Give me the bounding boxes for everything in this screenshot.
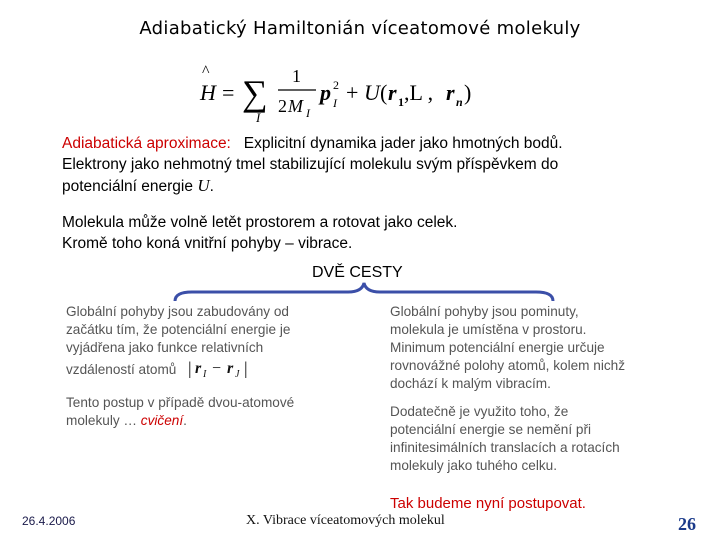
right-line-1: Globální pohyby jsou pominuty, bbox=[390, 304, 579, 319]
hamiltonian-formula-svg bbox=[196, 62, 486, 124]
formula-p: p bbox=[320, 80, 331, 105]
curly-brace-svg bbox=[172, 280, 556, 304]
left-line-6 bbox=[66, 412, 356, 430]
left-block-1 bbox=[66, 303, 356, 384]
right-line-7: potenciální energie se nemění při bbox=[390, 422, 592, 437]
formula-p-sub: I bbox=[333, 96, 337, 110]
formula-close-paren: ) bbox=[464, 80, 472, 105]
left-block-2 bbox=[66, 394, 356, 430]
page-number: 26 bbox=[678, 514, 696, 534]
formula-denominator-sub: I bbox=[306, 106, 310, 120]
formula-rn: r bbox=[446, 80, 455, 105]
relative-distance-svg bbox=[186, 357, 254, 379]
curly-brace-path bbox=[175, 283, 553, 301]
left-line-4-text: vzdáleností atomů bbox=[66, 362, 177, 378]
two-ways-heading: DVĚ CESTY bbox=[312, 264, 403, 281]
relative-distance-expression bbox=[186, 357, 254, 384]
formula-r1-sub: 1 bbox=[398, 95, 404, 109]
hamiltonian-formula bbox=[196, 62, 486, 124]
abs-r-right: r bbox=[227, 360, 234, 377]
slide-title: Adiabatický Hamiltonián víceatomové molekuly bbox=[139, 18, 581, 39]
left-gap bbox=[66, 384, 356, 394]
motion-paragraph bbox=[62, 212, 682, 254]
formula-r1: r bbox=[388, 80, 397, 105]
formula-U: U bbox=[364, 80, 380, 105]
abs-r-left: r bbox=[195, 360, 202, 377]
formula-equals: = bbox=[222, 80, 235, 105]
footer-title: X. Vibrace víceatomových molekul bbox=[246, 513, 445, 528]
right-line-5: dochází k malým vibracím. bbox=[390, 376, 551, 391]
formula-sum: ∑ bbox=[242, 73, 268, 113]
abs-bar-right: | bbox=[244, 358, 248, 378]
formula-comma-L: ,L , bbox=[404, 80, 434, 105]
para1-line3-start: potenciální energie bbox=[62, 178, 193, 195]
footer-date: 26.4.2006 bbox=[22, 514, 76, 528]
abs-sub-right: J bbox=[235, 369, 240, 379]
right-approach-column bbox=[390, 303, 690, 475]
para2-line1: Molekula může volně letět prostorem a rotovat jako celek. bbox=[62, 214, 458, 231]
para2-line2: Kromě toho koná vnitřní pohyby – vibrace. bbox=[62, 235, 353, 252]
para1-lead: Adiabatická aproximace: bbox=[62, 135, 231, 152]
exercise-label: cvičení bbox=[140, 413, 184, 428]
formula-hat: ^ bbox=[202, 63, 210, 80]
formula-plus: + bbox=[346, 80, 359, 105]
right-line-9: molekuly jako tuhého celku. bbox=[390, 458, 557, 473]
formula-numerator: 1 bbox=[292, 66, 301, 86]
left-line-2: začátku tím, že potenciální energie je bbox=[66, 322, 291, 337]
left-line-5: Tento postup v případě dvou-atomové bbox=[66, 395, 295, 410]
left-line-4 bbox=[66, 357, 356, 384]
formula-p-sup: 2 bbox=[333, 78, 339, 92]
para1-line2: Elektrony jako nehmotný tmel stabilizující molekulu svým příspěvkem do bbox=[62, 156, 559, 173]
formula-rn-sub: n bbox=[456, 95, 463, 109]
formula-open-paren: ( bbox=[380, 80, 388, 105]
abs-minus: − bbox=[212, 360, 222, 377]
left-line-1: Globální pohyby jsou zabudovány od bbox=[66, 304, 289, 319]
formula-sum-index: I bbox=[256, 110, 261, 124]
right-line-8: infinitesimálních translacích a rotacích bbox=[390, 440, 620, 455]
para1-line1 bbox=[62, 133, 682, 154]
right-line-3: Minimum potenciální energie určuje bbox=[390, 340, 605, 355]
left-line-3: vyjádřena jako funkce relativních bbox=[66, 340, 264, 355]
right-block-1 bbox=[390, 303, 690, 393]
formula-denominator-M: M bbox=[288, 96, 303, 116]
right-gap bbox=[390, 393, 690, 403]
right-line-4: rovnovážné polohy atomů, kolem nichž bbox=[390, 358, 625, 373]
left-line-6-end: . bbox=[183, 413, 187, 428]
right-line-6: Dodatečně je využito toho, že bbox=[390, 404, 569, 419]
para1-line3-end: . bbox=[209, 178, 214, 195]
right-block-2 bbox=[390, 403, 690, 475]
right-line-2: molekula je umístěna v prostoru. bbox=[390, 322, 587, 337]
abs-bar-left: | bbox=[188, 358, 192, 378]
abs-sub-left: I bbox=[203, 369, 207, 379]
left-approach-column bbox=[66, 303, 356, 430]
formula-H: H bbox=[200, 80, 216, 105]
adiabatic-approximation-paragraph bbox=[62, 133, 682, 197]
para1-U: U bbox=[197, 176, 210, 195]
conclusion-text: Tak budeme nyní postupovat. bbox=[390, 495, 586, 512]
formula-denominator-coef: 2 bbox=[278, 96, 287, 116]
curly-brace bbox=[172, 280, 556, 304]
para1-line3 bbox=[62, 175, 682, 197]
left-line-6-start: molekuly … bbox=[66, 413, 138, 428]
para1-line1-rest: Explicitní dynamika jader jako hmotných bodů. bbox=[243, 135, 563, 152]
